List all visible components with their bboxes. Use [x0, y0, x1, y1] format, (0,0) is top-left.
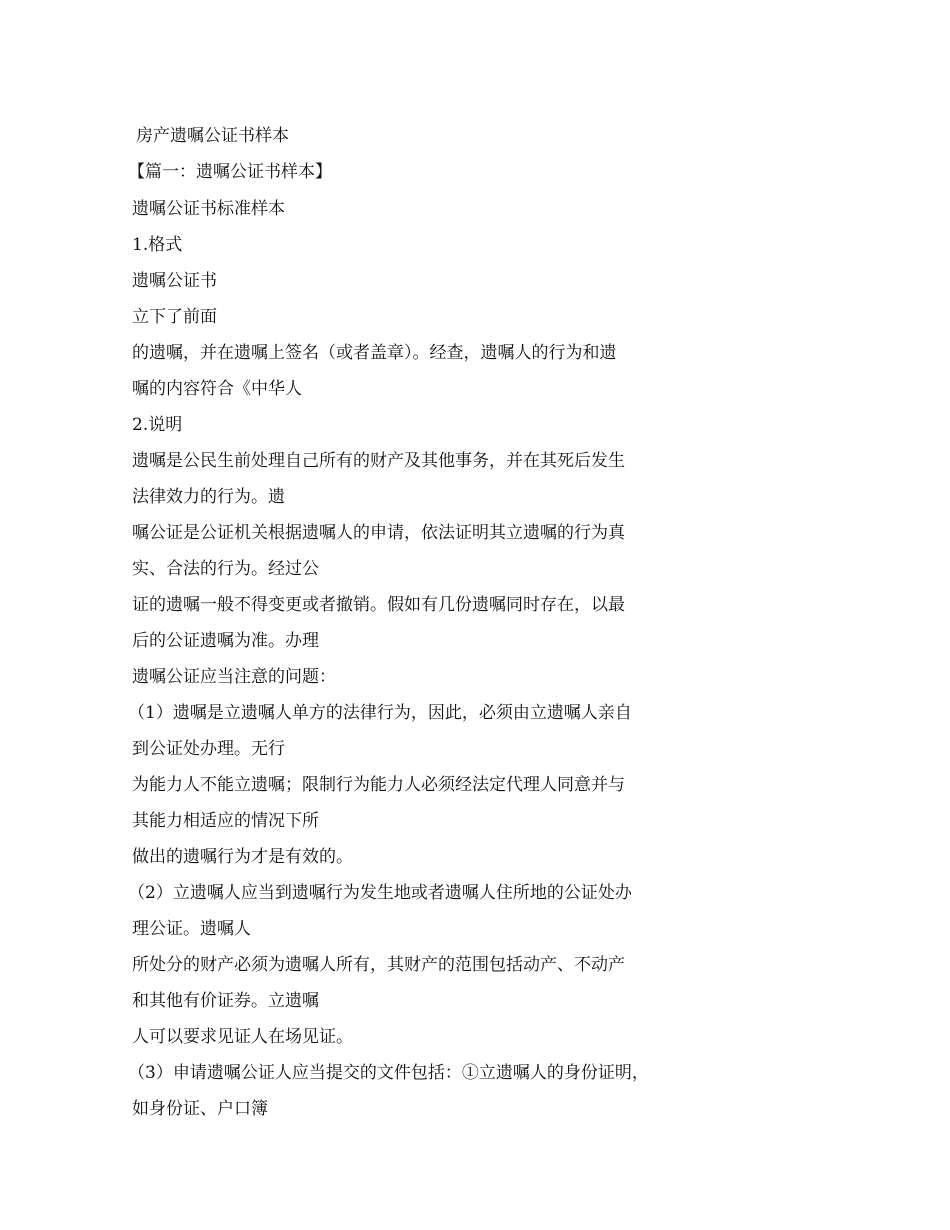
body-line: 实、合法的行为。经过公 [132, 559, 319, 579]
body-line: 到公证处办理。无行 [132, 739, 285, 759]
body-line: 所处分的财产必须为遗嘱人所有，其财产的范围包括动产、不动产 [132, 955, 625, 975]
body-line: （2）立遗嘱人应当到遗嘱行为发生地或者遗嘱人住所地的公证处办 [128, 883, 632, 903]
body-line: 做出的遗嘱行为才是有效的。 [132, 847, 353, 867]
body-line: 的遗嘱，并在遗嘱上签名（或者盖章）。经查，遗嘱人的行为和遗 [132, 343, 617, 363]
body-line: 2.说明 [132, 415, 183, 435]
body-line: 人可以要求见证人在场见证。 [132, 1027, 353, 1047]
body-line: 和其他有价证券。立遗嘱 [132, 991, 319, 1011]
body-line: 后的公证遗嘱为准。办理 [132, 631, 319, 651]
body-line: 为能力人不能立遗嘱；限制行为能力人必须经法定代理人同意并与 [132, 775, 625, 795]
body-line: 立下了前面 [132, 307, 217, 327]
body-line: 遗嘱公证应当注意的问题： [132, 667, 336, 687]
body-line: 证的遗嘱一般不得变更或者撤销。假如有几份遗嘱同时存在，以最 [132, 595, 625, 615]
body-line: 法律效力的行为。遗 [132, 487, 285, 507]
body-line: （3）申请遗嘱公证人应当提交的文件包括：①立遗嘱人的身份证明， [128, 1063, 649, 1083]
body-line: 遗嘱是公民生前处理自己所有的财产及其他事务，并在其死后发生 [132, 451, 625, 471]
body-line: 遗嘱公证书标准样本 [132, 199, 285, 219]
body-line: 遗嘱公证书 [132, 271, 217, 291]
body-line: 理公证。遗嘱人 [132, 919, 251, 939]
body-line: 如身份证、户口簿 [132, 1099, 268, 1119]
body-line: 嘱公证是公证机关根据遗嘱人的申请，依法证明其立遗嘱的行为真 [132, 523, 625, 543]
body-line: 嘱的内容符合《中华人 [132, 379, 302, 399]
body-line: 1.格式 [132, 235, 183, 255]
body-line: 其能力相适应的情况下所 [132, 811, 319, 831]
document-title: 房产遗嘱公证书样本 [136, 126, 289, 146]
body-line: （1）遗嘱是立遗嘱人单方的法律行为，因此，必须由立遗嘱人亲自 [128, 703, 632, 723]
section-heading: 【篇一：遗嘱公证书样本】 [128, 162, 332, 182]
